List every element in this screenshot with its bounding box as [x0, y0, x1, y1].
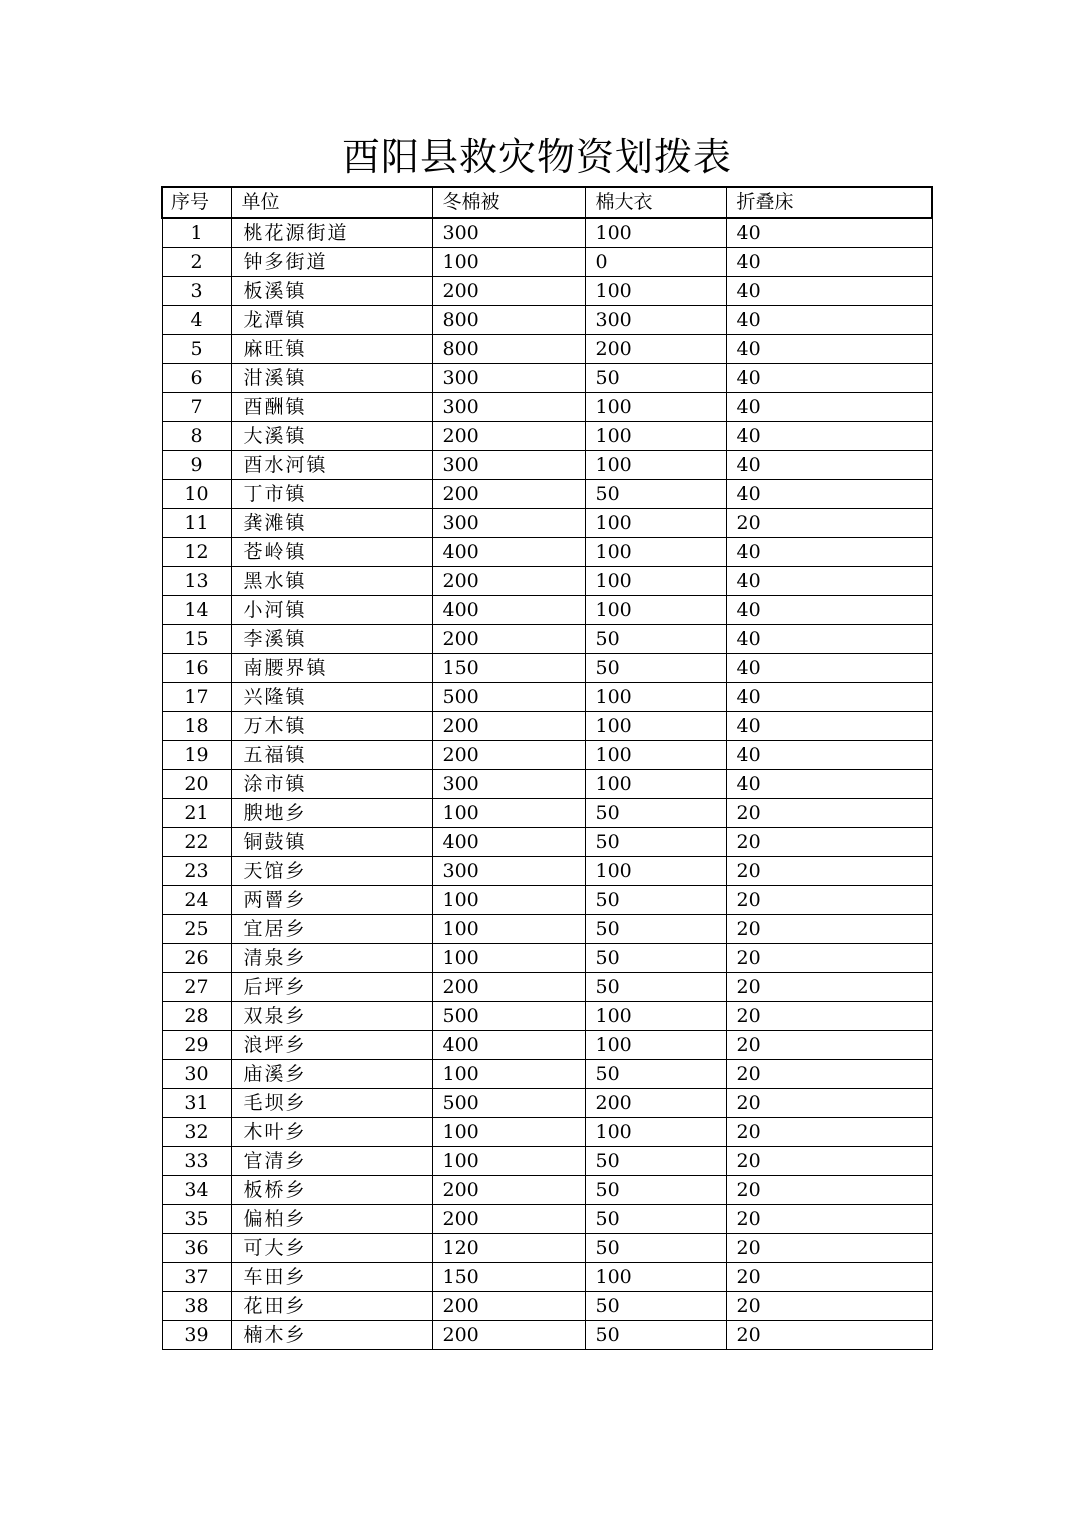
row-quilts: 150 — [432, 654, 585, 683]
row-quilts: 200 — [432, 625, 585, 654]
row-index: 22 — [162, 828, 231, 857]
row-unit: 庙溪乡 — [231, 1060, 432, 1089]
row-coats: 50 — [585, 1060, 726, 1089]
table-row — [162, 1089, 932, 1118]
row-unit: 酉水河镇 — [231, 451, 432, 480]
table-row — [162, 248, 932, 277]
row-coats: 100 — [585, 277, 726, 306]
table-row — [162, 625, 932, 654]
row-coats: 100 — [585, 451, 726, 480]
row-unit: 兴隆镇 — [231, 683, 432, 712]
row-unit: 铜鼓镇 — [231, 828, 432, 857]
row-unit: 浪坪乡 — [231, 1031, 432, 1060]
header-unit: 单位 — [231, 187, 432, 218]
row-unit: 大溪镇 — [231, 422, 432, 451]
row-folding-beds: 40 — [726, 770, 932, 799]
row-coats: 50 — [585, 944, 726, 973]
table-row — [162, 1176, 932, 1205]
row-quilts: 300 — [432, 509, 585, 538]
row-coats: 50 — [585, 973, 726, 1002]
row-quilts: 200 — [432, 1321, 585, 1350]
table-row — [162, 335, 932, 364]
row-coats: 100 — [585, 596, 726, 625]
row-quilts: 800 — [432, 335, 585, 364]
row-index: 11 — [162, 509, 231, 538]
document-title: 酉阳县救灾物资划拨表 — [341, 135, 732, 179]
table-row — [162, 218, 932, 248]
table-row — [162, 538, 932, 567]
row-coats: 50 — [585, 1176, 726, 1205]
table-row — [162, 712, 932, 741]
table-row — [162, 857, 932, 886]
row-coats: 0 — [585, 248, 726, 277]
row-coats: 100 — [585, 712, 726, 741]
table-row — [162, 1147, 932, 1176]
row-index: 31 — [162, 1089, 231, 1118]
row-unit: 腴地乡 — [231, 799, 432, 828]
row-coats: 100 — [585, 509, 726, 538]
row-folding-beds: 20 — [726, 509, 932, 538]
row-unit: 钟多街道 — [231, 248, 432, 277]
row-index: 5 — [162, 335, 231, 364]
row-folding-beds: 20 — [726, 1002, 932, 1031]
row-folding-beds: 20 — [726, 857, 932, 886]
row-index: 15 — [162, 625, 231, 654]
table-row — [162, 741, 932, 770]
row-index: 20 — [162, 770, 231, 799]
row-folding-beds: 40 — [726, 364, 932, 393]
row-index: 19 — [162, 741, 231, 770]
row-unit: 天馆乡 — [231, 857, 432, 886]
row-folding-beds: 20 — [726, 886, 932, 915]
row-unit: 泔溪镇 — [231, 364, 432, 393]
row-unit: 板桥乡 — [231, 1176, 432, 1205]
row-folding-beds: 20 — [726, 1060, 932, 1089]
row-unit: 可大乡 — [231, 1234, 432, 1263]
table-row — [162, 828, 932, 857]
row-quilts: 100 — [432, 886, 585, 915]
row-index: 37 — [162, 1263, 231, 1292]
table-header-row — [162, 187, 932, 218]
row-folding-beds: 20 — [726, 973, 932, 1002]
row-unit: 木叶乡 — [231, 1118, 432, 1147]
table-row — [162, 1205, 932, 1234]
row-folding-beds: 20 — [726, 1234, 932, 1263]
row-coats: 200 — [585, 335, 726, 364]
row-coats: 100 — [585, 1263, 726, 1292]
row-index: 34 — [162, 1176, 231, 1205]
row-folding-beds: 40 — [726, 567, 932, 596]
row-quilts: 200 — [432, 567, 585, 596]
row-folding-beds: 20 — [726, 944, 932, 973]
row-coats: 100 — [585, 393, 726, 422]
row-folding-beds: 40 — [726, 712, 932, 741]
row-index: 10 — [162, 480, 231, 509]
row-quilts: 300 — [432, 770, 585, 799]
row-coats: 100 — [585, 538, 726, 567]
row-quilts: 300 — [432, 218, 585, 248]
row-unit: 宜居乡 — [231, 915, 432, 944]
table-row — [162, 422, 932, 451]
row-coats: 50 — [585, 364, 726, 393]
row-folding-beds: 20 — [726, 799, 932, 828]
table-row — [162, 1263, 932, 1292]
row-folding-beds: 20 — [726, 1089, 932, 1118]
table-body — [162, 218, 932, 1350]
row-folding-beds: 40 — [726, 625, 932, 654]
row-quilts: 200 — [432, 1205, 585, 1234]
row-index: 3 — [162, 277, 231, 306]
row-index: 28 — [162, 1002, 231, 1031]
header-coats: 棉大衣 — [585, 187, 726, 218]
row-folding-beds: 40 — [726, 422, 932, 451]
row-quilts: 200 — [432, 422, 585, 451]
row-folding-beds: 20 — [726, 915, 932, 944]
row-folding-beds: 40 — [726, 654, 932, 683]
row-quilts: 500 — [432, 1002, 585, 1031]
row-coats: 50 — [585, 799, 726, 828]
row-quilts: 100 — [432, 248, 585, 277]
row-coats: 50 — [585, 1292, 726, 1321]
row-index: 1 — [162, 218, 231, 248]
row-index: 38 — [162, 1292, 231, 1321]
table-row — [162, 799, 932, 828]
header-quilts: 冬棉被 — [432, 187, 585, 218]
row-coats: 50 — [585, 915, 726, 944]
table-row — [162, 944, 932, 973]
row-unit: 花田乡 — [231, 1292, 432, 1321]
table-row — [162, 1321, 932, 1350]
row-folding-beds: 20 — [726, 828, 932, 857]
row-quilts: 400 — [432, 1031, 585, 1060]
row-index: 25 — [162, 915, 231, 944]
row-folding-beds: 20 — [726, 1031, 932, 1060]
row-unit: 龚滩镇 — [231, 509, 432, 538]
row-unit: 苍岭镇 — [231, 538, 432, 567]
row-quilts: 300 — [432, 857, 585, 886]
row-coats: 50 — [585, 480, 726, 509]
row-quilts: 100 — [432, 799, 585, 828]
row-unit: 偏柏乡 — [231, 1205, 432, 1234]
row-index: 17 — [162, 683, 231, 712]
row-index: 14 — [162, 596, 231, 625]
table-row — [162, 393, 932, 422]
table-row — [162, 451, 932, 480]
table-row — [162, 1031, 932, 1060]
row-unit: 丁市镇 — [231, 480, 432, 509]
table-row — [162, 886, 932, 915]
row-folding-beds: 20 — [726, 1176, 932, 1205]
row-unit: 毛坝乡 — [231, 1089, 432, 1118]
row-index: 13 — [162, 567, 231, 596]
row-quilts: 200 — [432, 712, 585, 741]
row-index: 35 — [162, 1205, 231, 1234]
row-unit: 双泉乡 — [231, 1002, 432, 1031]
row-folding-beds: 40 — [726, 538, 932, 567]
row-coats: 50 — [585, 1321, 726, 1350]
row-index: 16 — [162, 654, 231, 683]
row-coats: 100 — [585, 422, 726, 451]
row-coats: 50 — [585, 1147, 726, 1176]
table-row — [162, 1060, 932, 1089]
row-coats: 100 — [585, 567, 726, 596]
row-unit: 麻旺镇 — [231, 335, 432, 364]
row-coats: 100 — [585, 857, 726, 886]
row-unit: 南腰界镇 — [231, 654, 432, 683]
table-row — [162, 654, 932, 683]
row-quilts: 100 — [432, 1060, 585, 1089]
row-folding-beds: 40 — [726, 683, 932, 712]
row-index: 26 — [162, 944, 231, 973]
row-quilts: 200 — [432, 741, 585, 770]
row-folding-beds: 40 — [726, 741, 932, 770]
row-quilts: 100 — [432, 944, 585, 973]
row-unit: 车田乡 — [231, 1263, 432, 1292]
table-row — [162, 1118, 932, 1147]
row-folding-beds: 40 — [726, 596, 932, 625]
row-folding-beds: 40 — [726, 248, 932, 277]
table-row — [162, 567, 932, 596]
row-coats: 50 — [585, 625, 726, 654]
row-coats: 200 — [585, 1089, 726, 1118]
table-row — [162, 1234, 932, 1263]
row-folding-beds: 20 — [726, 1205, 932, 1234]
row-folding-beds: 20 — [726, 1263, 932, 1292]
row-unit: 清泉乡 — [231, 944, 432, 973]
row-coats: 50 — [585, 1234, 726, 1263]
row-coats: 100 — [585, 1118, 726, 1147]
row-index: 18 — [162, 712, 231, 741]
row-coats: 50 — [585, 828, 726, 857]
row-coats: 50 — [585, 654, 726, 683]
row-index: 4 — [162, 306, 231, 335]
table-row — [162, 306, 932, 335]
row-folding-beds: 40 — [726, 393, 932, 422]
row-index: 2 — [162, 248, 231, 277]
row-quilts: 300 — [432, 364, 585, 393]
row-quilts: 400 — [432, 828, 585, 857]
row-index: 6 — [162, 364, 231, 393]
row-quilts: 200 — [432, 973, 585, 1002]
row-index: 8 — [162, 422, 231, 451]
row-quilts: 200 — [432, 277, 585, 306]
row-quilts: 100 — [432, 1118, 585, 1147]
row-quilts: 100 — [432, 1147, 585, 1176]
row-quilts: 400 — [432, 538, 585, 567]
row-quilts: 200 — [432, 1176, 585, 1205]
row-coats: 100 — [585, 683, 726, 712]
table-row — [162, 915, 932, 944]
row-folding-beds: 40 — [726, 218, 932, 248]
row-index: 23 — [162, 857, 231, 886]
row-coats: 100 — [585, 1002, 726, 1031]
row-unit: 小河镇 — [231, 596, 432, 625]
row-quilts: 400 — [432, 596, 585, 625]
row-index: 21 — [162, 799, 231, 828]
row-index: 24 — [162, 886, 231, 915]
table-row — [162, 973, 932, 1002]
row-unit: 楠木乡 — [231, 1321, 432, 1350]
row-folding-beds: 40 — [726, 306, 932, 335]
table-row — [162, 596, 932, 625]
row-coats: 50 — [585, 886, 726, 915]
row-quilts: 800 — [432, 306, 585, 335]
header-index: 序号 — [162, 187, 231, 218]
row-unit: 黑水镇 — [231, 567, 432, 596]
row-index: 29 — [162, 1031, 231, 1060]
row-unit: 李溪镇 — [231, 625, 432, 654]
row-coats: 300 — [585, 306, 726, 335]
row-index: 39 — [162, 1321, 231, 1350]
row-index: 12 — [162, 538, 231, 567]
row-quilts: 200 — [432, 480, 585, 509]
row-quilts: 300 — [432, 451, 585, 480]
row-folding-beds: 40 — [726, 480, 932, 509]
row-index: 30 — [162, 1060, 231, 1089]
allocation-table — [161, 186, 933, 1350]
row-coats: 100 — [585, 1031, 726, 1060]
row-unit: 桃花源街道 — [231, 218, 432, 248]
table-row — [162, 770, 932, 799]
row-index: 36 — [162, 1234, 231, 1263]
row-unit: 后坪乡 — [231, 973, 432, 1002]
row-unit: 板溪镇 — [231, 277, 432, 306]
row-index: 32 — [162, 1118, 231, 1147]
row-index: 27 — [162, 973, 231, 1002]
table-row — [162, 683, 932, 712]
row-coats: 50 — [585, 1205, 726, 1234]
row-folding-beds: 20 — [726, 1292, 932, 1321]
row-folding-beds: 20 — [726, 1118, 932, 1147]
table-row — [162, 277, 932, 306]
table-row — [162, 364, 932, 393]
table-row — [162, 1292, 932, 1321]
row-quilts: 200 — [432, 1292, 585, 1321]
row-unit: 万木镇 — [231, 712, 432, 741]
row-unit: 龙潭镇 — [231, 306, 432, 335]
table-row — [162, 480, 932, 509]
row-unit: 酉酬镇 — [231, 393, 432, 422]
row-coats: 100 — [585, 218, 726, 248]
row-quilts: 100 — [432, 915, 585, 944]
row-unit: 涂市镇 — [231, 770, 432, 799]
row-folding-beds: 20 — [726, 1147, 932, 1176]
row-quilts: 150 — [432, 1263, 585, 1292]
row-folding-beds: 20 — [726, 1321, 932, 1350]
row-unit: 官清乡 — [231, 1147, 432, 1176]
row-folding-beds: 40 — [726, 277, 932, 306]
row-index: 9 — [162, 451, 231, 480]
row-quilts: 120 — [432, 1234, 585, 1263]
row-coats: 100 — [585, 770, 726, 799]
row-index: 33 — [162, 1147, 231, 1176]
row-quilts: 300 — [432, 393, 585, 422]
table-row — [162, 1002, 932, 1031]
row-unit: 五福镇 — [231, 741, 432, 770]
table-row — [162, 509, 932, 538]
row-index: 7 — [162, 393, 231, 422]
row-quilts: 500 — [432, 683, 585, 712]
row-folding-beds: 40 — [726, 451, 932, 480]
row-coats: 100 — [585, 741, 726, 770]
row-folding-beds: 40 — [726, 335, 932, 364]
row-unit: 两罾乡 — [231, 886, 432, 915]
header-folding-beds: 折叠床 — [726, 187, 932, 218]
row-quilts: 500 — [432, 1089, 585, 1118]
